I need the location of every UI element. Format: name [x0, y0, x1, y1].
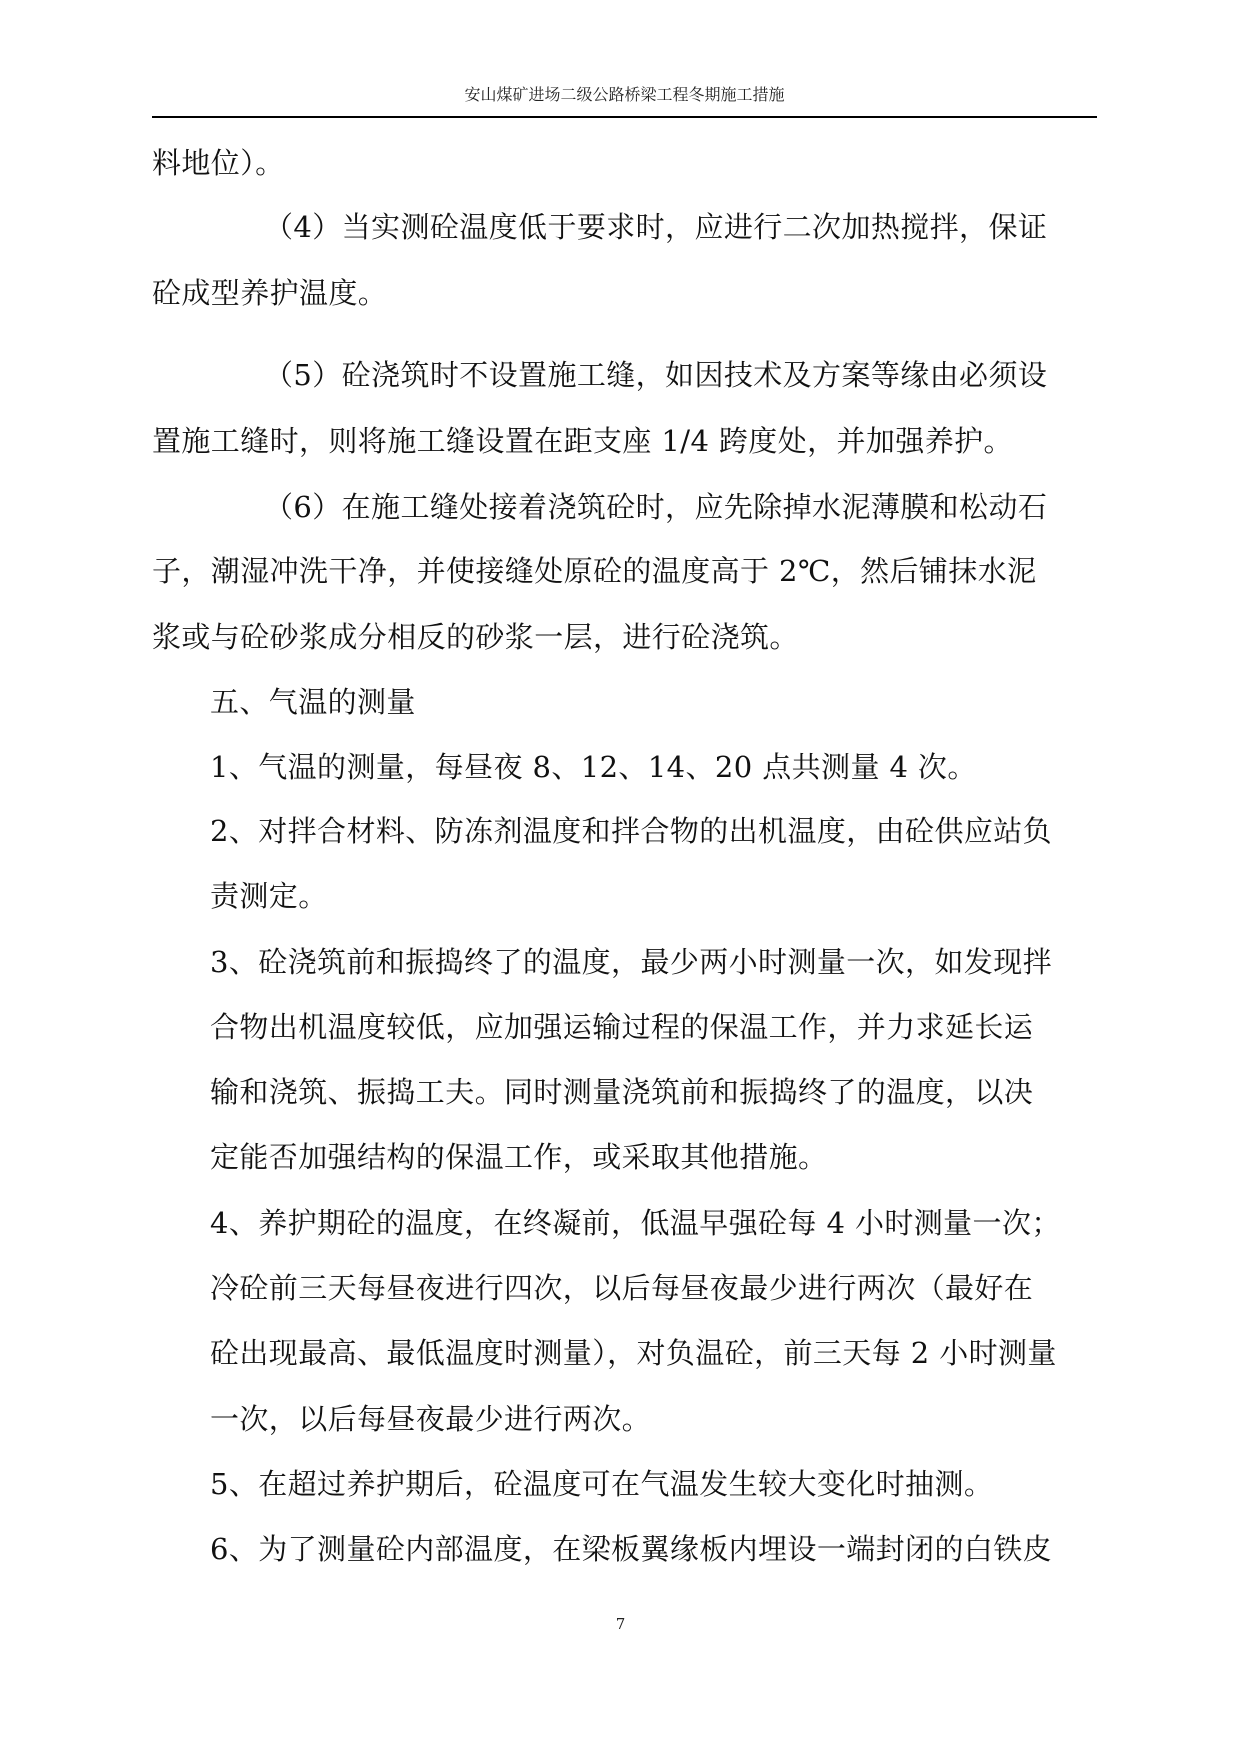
text-line: 料地位）。: [152, 146, 285, 180]
text-line: 5、在超过养护期后，砼温度可在气温发生较大变化时抽测。: [210, 1467, 994, 1501]
text-line: 砼出现最高、最低温度时测量），对负温砼，前三天每 2 小时测量: [210, 1336, 1057, 1370]
text-line: 2、对拌合材料、防冻剂温度和拌合物的出机温度，由砼供应站负: [210, 814, 1053, 848]
text-line: 输和浇筑、振捣工夫。同时测量浇筑前和振捣终了的温度，以决: [210, 1075, 1034, 1109]
text-line: 责测定。: [210, 879, 328, 913]
page-number: 7: [615, 1615, 626, 1633]
text-line: （5）砼浇筑时不设置施工缝，如因技术及方案等缘由必须设: [264, 358, 1048, 392]
text-line: 合物出机温度较低，应加强运输过程的保温工作，并力求延长运: [210, 1010, 1034, 1044]
text-line: 子，潮湿冲洗干净，并使接缝处原砼的温度高于 2℃，然后铺抹水泥: [152, 554, 1037, 588]
text-line: 1、气温的测量，每昼夜 8、12、14、20 点共测量 4 次。: [210, 750, 977, 784]
text-line: 一次，以后每昼夜最少进行两次。: [210, 1402, 652, 1436]
text-line: 3、砼浇筑前和振捣终了的温度，最少两小时测量一次，如发现拌: [210, 945, 1053, 979]
text-line: 冷砼前三天每昼夜进行四次，以后每昼夜最少进行两次（最好在: [210, 1271, 1034, 1305]
text-line: 砼成型养护温度。: [152, 276, 388, 310]
text-line: 定能否加强结构的保温工作，或采取其他措施。: [210, 1140, 828, 1174]
text-line: （6）在施工缝处接着浇筑砼时，应先除掉水泥薄膜和松动石: [264, 490, 1048, 524]
text-line: 置施工缝时，则将施工缝设置在距支座 1/4 跨度处，并加强养护。: [152, 424, 1013, 458]
text-line: 6、为了测量砼内部温度，在梁板翼缘板内埋设一端封闭的白铁皮: [210, 1532, 1053, 1566]
section-heading: 五、气温的测量: [210, 685, 416, 719]
document-title: 安山煤矿进场二级公路桥梁工程冬期施工措施: [464, 85, 785, 104]
text-line: 4、养护期砼的温度，在终凝前，低温早强砼每 4 小时测量一次；: [210, 1206, 1061, 1240]
text-line: （4）当实测砼温度低于要求时，应进行二次加热搅拌，保证: [264, 210, 1048, 244]
text-line: 浆或与砼砂浆成分相反的砂浆一层，进行砼浇筑。: [152, 620, 799, 654]
